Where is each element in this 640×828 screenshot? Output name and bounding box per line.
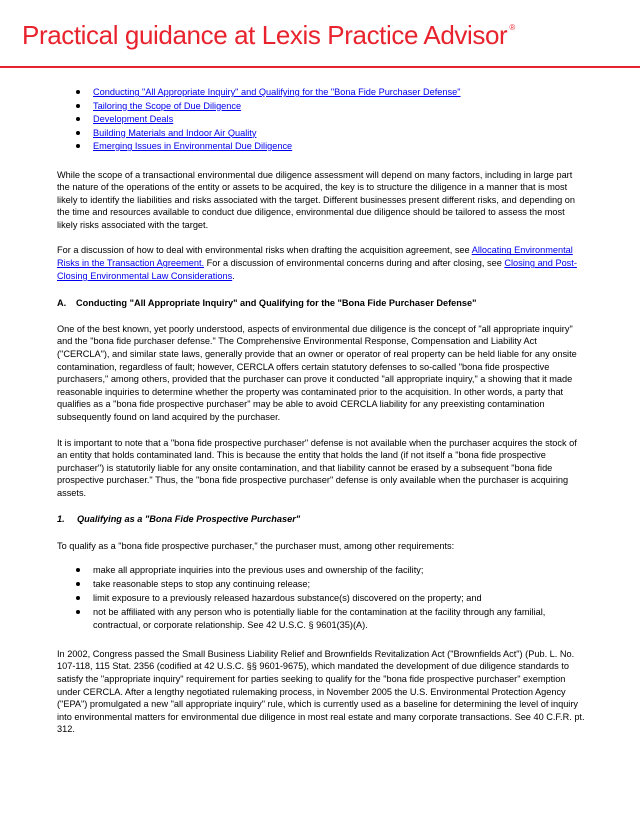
- toc-link-tailoring-scope[interactable]: Tailoring the Scope of Due Diligence: [93, 100, 242, 111]
- header-title-text: Practical guidance at Lexis Practice Advisor: [22, 20, 508, 50]
- bullet-icon: [76, 104, 80, 108]
- section-a-title: Conducting "All Appropriate Inquiry" and Qualifying for the "Bona Fide Purchaser Defense": [76, 298, 477, 309]
- requirement-item: [57, 578, 587, 591]
- table-of-contents: [57, 86, 587, 154]
- subsection-1-heading: [57, 513, 587, 526]
- registered-mark: ®: [509, 23, 515, 32]
- bullet-icon: [76, 582, 80, 586]
- link-closing-post-closing[interactable]: Closing and Post-Closing Environmental Law Considerations: [57, 258, 577, 281]
- header-divider: [0, 66, 640, 68]
- intro-paragraph: While the scope of a transactional environmental due diligence assessment will depend on many factors, including in large part the nature of the operations of the entity or assets to be acquired, the key is to structure the diligence in a manner that is most likely to identify the liabilities and risks associated with the target. Different businesses present different risks, and depending on the time and resources available to conduct due diligence, environmental due diligence should be tailored to assess the most likely risks associated with the target.: [57, 169, 576, 230]
- bullet-icon: [76, 117, 80, 121]
- requirements-list: [57, 564, 587, 631]
- toc-link-development-deals[interactable]: Development Deals: [93, 114, 174, 124]
- requirement-item: [57, 564, 587, 577]
- brownfields-paragraph: In 2002, Congress passed the Small Business Liability Relief and Brownfields Revitalization Act ("Brownfields Act") (Pub. L. No. 107-118, 115 Stat. 2356 (codified at 42 U.S.C. §§ 9601-9675), which mandated the development of due diligence standards to satisfy the "appropriate inquiry" requirement for parties seeking to qualify for the "bona fide prospective purchaser" exemption under CERCLA. After a lengthy negotiated rulemaking process, in November 2005 the U.S. Environmental Protection Agency ("EPA") promulgated a new "all appropriate inquiry" rule, which is currently used as a baseline for determining the level of inquiry into environmental matters for environmental due diligence in most real estate and many corporate transactions. See 40 C.F.R. pt. 312.: [57, 648, 585, 735]
- toc-item: [57, 100, 587, 114]
- discussion-text-2: For a discussion of environmental concerns during and after closing, see: [204, 258, 505, 269]
- section-a-paragraph-2: It is important to note that a "bona fide prospective purchaser" defense is not available when the purchaser acquires the stock of an entity that holds contaminated land. This is because the entity that holds the land (if not itself a "bona fide prospective purchaser") is statutorily liable for any onsite contamination, and that liability cannot be erased by a subsequent "bona fide prospective purchaser." Thus, the "bona fide prospective purchaser" defense is only available when the purchaser is acquiring assets.: [57, 437, 577, 498]
- document-body: [57, 86, 587, 736]
- bullet-icon: [76, 131, 80, 135]
- subsection-1-title: Qualifying as a "Bona Fide Prospective Purchaser": [77, 513, 301, 524]
- discussion-paragraph: [57, 244, 587, 282]
- requirement-text: limit exposure to a previously released hazardous substance(s) discovered on the property; and: [93, 592, 482, 603]
- bullet-icon: [76, 610, 80, 614]
- discussion-text-3: .: [232, 270, 235, 281]
- toc-item: [57, 86, 587, 100]
- page-header-title: [22, 20, 515, 51]
- toc-item: [57, 140, 587, 154]
- toc-link-building-materials[interactable]: Building Materials and Indoor Air Quality: [93, 127, 257, 138]
- requirement-text: take reasonable steps to stop any continuing release;: [93, 578, 311, 589]
- bullet-icon: [76, 90, 80, 94]
- link-allocating-environmental-risks[interactable]: Allocating Environmental Risks in the Transaction Agreement.: [57, 245, 573, 269]
- bullet-icon: [76, 596, 80, 600]
- section-a-number: A.: [57, 298, 67, 309]
- section-a-heading: [57, 297, 587, 310]
- toc-item: [57, 127, 587, 141]
- toc-item: [57, 113, 587, 127]
- toc-link-emerging-issues[interactable]: Emerging Issues in Environmental Due Diligence: [93, 141, 293, 151]
- toc-link-conducting-aai[interactable]: Conducting "All Appropriate Inquiry" and Qualifying for the "Bona Fide Purchaser Defense": [93, 87, 461, 97]
- bullet-icon: [76, 144, 80, 148]
- requirement-text: make all appropriate inquiries into the previous uses and ownership of the facility;: [93, 564, 424, 575]
- requirement-item: [57, 606, 587, 631]
- discussion-text-1: For a discussion of how to deal with environmental risks when drafting the acquisition agreement, see: [57, 245, 472, 256]
- bullet-icon: [76, 568, 80, 572]
- section-a-paragraph-1: One of the best known, yet poorly understood, aspects of environmental due diligence is the concept of "all appropriate inquiry" and the "bona fide purchaser defense." The Comprehensive Environmental Response, Compensation and Liability Act ("CERCLA"), and similar state laws, generally provide that an owner or operator of real property can be held liable for any onsite contamination, regardless of fault; however, CERCLA offers certain statutory defenses to so-called "bona fide prospective purchasers," among others, provided that the purchaser can prove it conducted "all appropriate inquiry," a showing that it made reasonable inquiries to determine whether the property was contaminated prior to the acquisition. In other words, a party that qualifies as a "bona fide prospective purchaser" may be able to avoid CERCLA liability for any preexisting contamination subsequently found on land acquired by the purchaser.: [57, 323, 577, 422]
- requirement-text: not be affiliated with any person who is potentially liable for the contamination at the facility through any familial, contractual, or corporate relationship. See 42 U.S.C. § 9601(35)(A).: [93, 607, 546, 630]
- subsection-1-lead-in: To qualify as a "bona fide prospective purchaser," the purchaser must, among other requirements:: [57, 541, 455, 552]
- requirement-item: [57, 592, 587, 605]
- subsection-1-number: 1.: [57, 513, 65, 524]
